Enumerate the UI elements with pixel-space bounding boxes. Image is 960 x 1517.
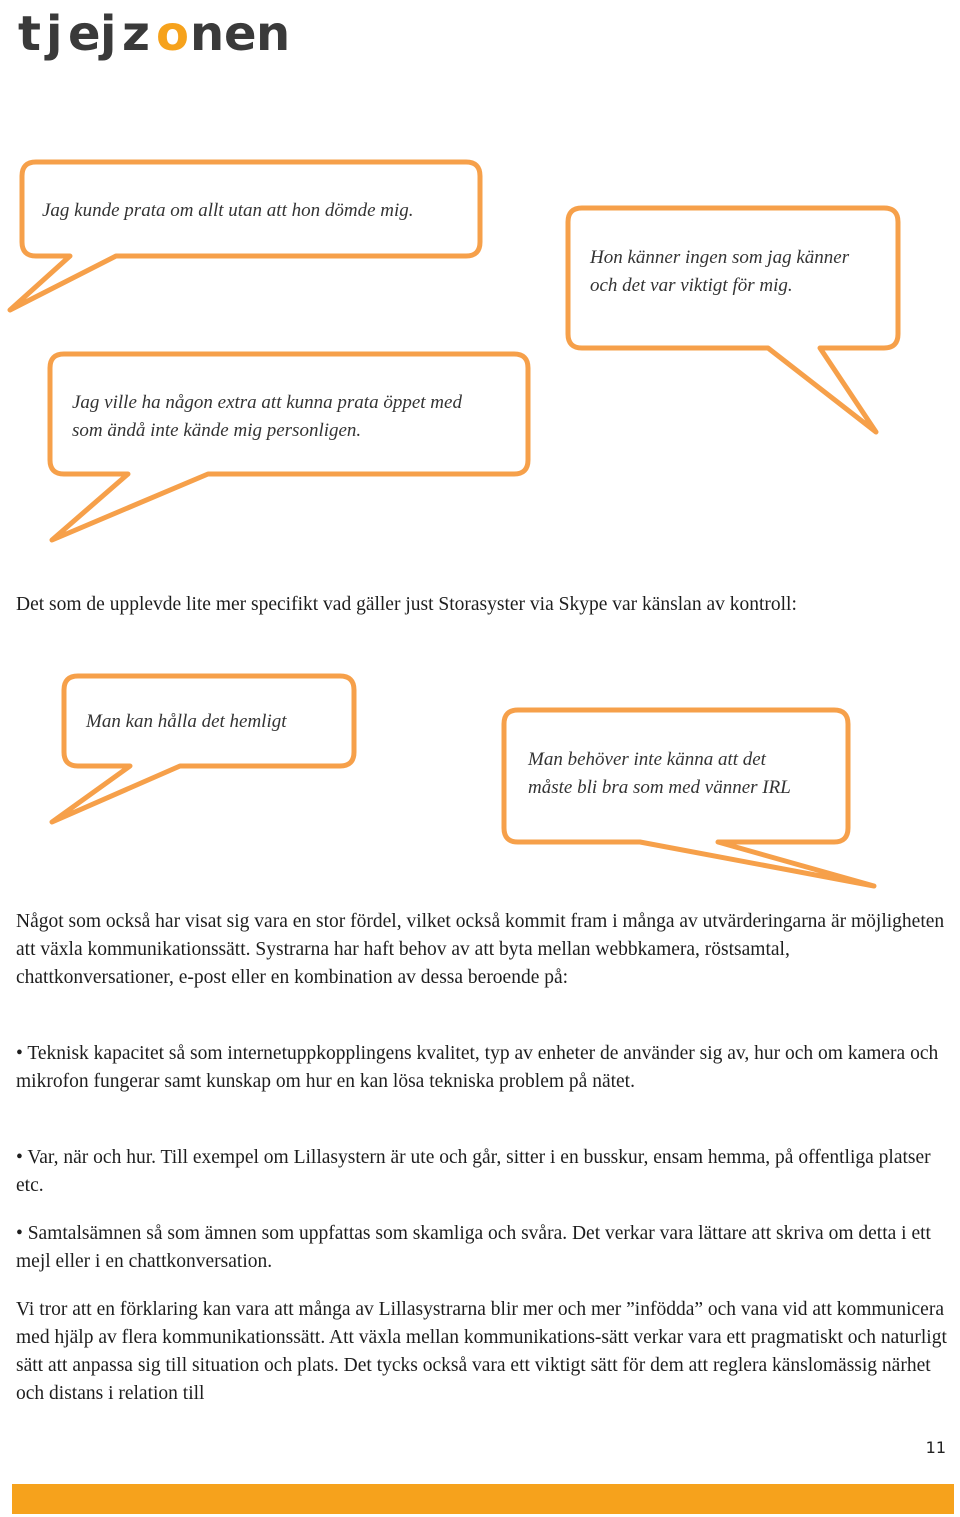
quote-text-3-line1: Jag ville ha någon extra att kunna prata öppet med (72, 392, 462, 413)
logo-letter: n (256, 6, 290, 62)
footer-bar (12, 1484, 954, 1514)
logo-letter: j (100, 6, 116, 62)
bullet-item-1: • Teknisk kapacitet så som internetuppkopplingens kvalitet, typ av enheter de använder sig av, hur och om kamera och mikrofon fungerar samt kunskap om hur en kan lösa tekniska problem på nätet. (16, 1043, 939, 1092)
intro-paragraph: Det som de upplevde lite mer specifikt vad gäller just Storasyster via Skype var känslan av kontroll: (16, 594, 797, 615)
speech-bubble-1 (10, 162, 480, 310)
quote-text-4: Man kan hålla det hemligt (86, 711, 287, 732)
bullet-item-3: • Samtalsämnen så som ämnen som uppfattas som skamliga och svåra. Det verkar vara lättare att skriva om detta i ett mejl eller i en chattkonversation. (16, 1223, 931, 1272)
logo-letter: z (122, 6, 149, 62)
quote-text-2-line1: Hon känner ingen som jag känner (590, 247, 850, 268)
page-number: 11 (925, 1438, 946, 1457)
logo-letter: j (46, 6, 62, 62)
logo-letter: e (68, 6, 100, 62)
body-paragraph-1: Något som också har visat sig vara en stor fördel, vilket också kommit fram i många av utvärderingarna är möjligheten att växla kommunikationssätt. Systrarna har haft behov av att byta mellan webbkamera, röstsamtal, chattkonversationer, e-post eller en kombination av dessa beroende på: (16, 911, 945, 988)
logo-letter: e (224, 6, 256, 62)
bullet-item-2: • Var, när och hur. Till exempel om Lillasystern är ute och går, sitter i en busskur, ensam hemma, på offentliga platser etc. (16, 1147, 931, 1196)
quote-text-1: Jag kunde prata om allt utan att hon dömde mig. (42, 200, 414, 221)
quote-text-5-line1: Man behöver inte känna att det (528, 749, 766, 770)
logo-letter-accent: o (156, 6, 188, 62)
speech-bubble-3 (50, 354, 528, 540)
quote-text-5-line2: måste bli bra som med vänner IRL (528, 777, 791, 798)
logo-letter: t (18, 6, 40, 62)
speech-bubble-4 (52, 676, 354, 822)
speech-bubble-2 (568, 208, 898, 432)
logo-letter: n (190, 6, 224, 62)
quote-text-3-line2: som ändå inte kände mig personligen. (72, 420, 362, 441)
body-paragraph-2: Vi tror att en förklaring kan vara att många av Lillasystrarna blir mer och mer ”infödda” och vana vid att kommunicera med hjälp av flera kommunikationssätt. Att växla mellan kommunikations-sätt verkar vara ett pragmatiskt och naturligt sätt att anpassa sig till situation och plats. Det tycks också vara ett viktigt sätt för dem att reglera känslomässig närhet och distans i relation till (16, 1299, 947, 1404)
quote-text-2-line2: och det var viktigt för mig. (590, 275, 793, 296)
